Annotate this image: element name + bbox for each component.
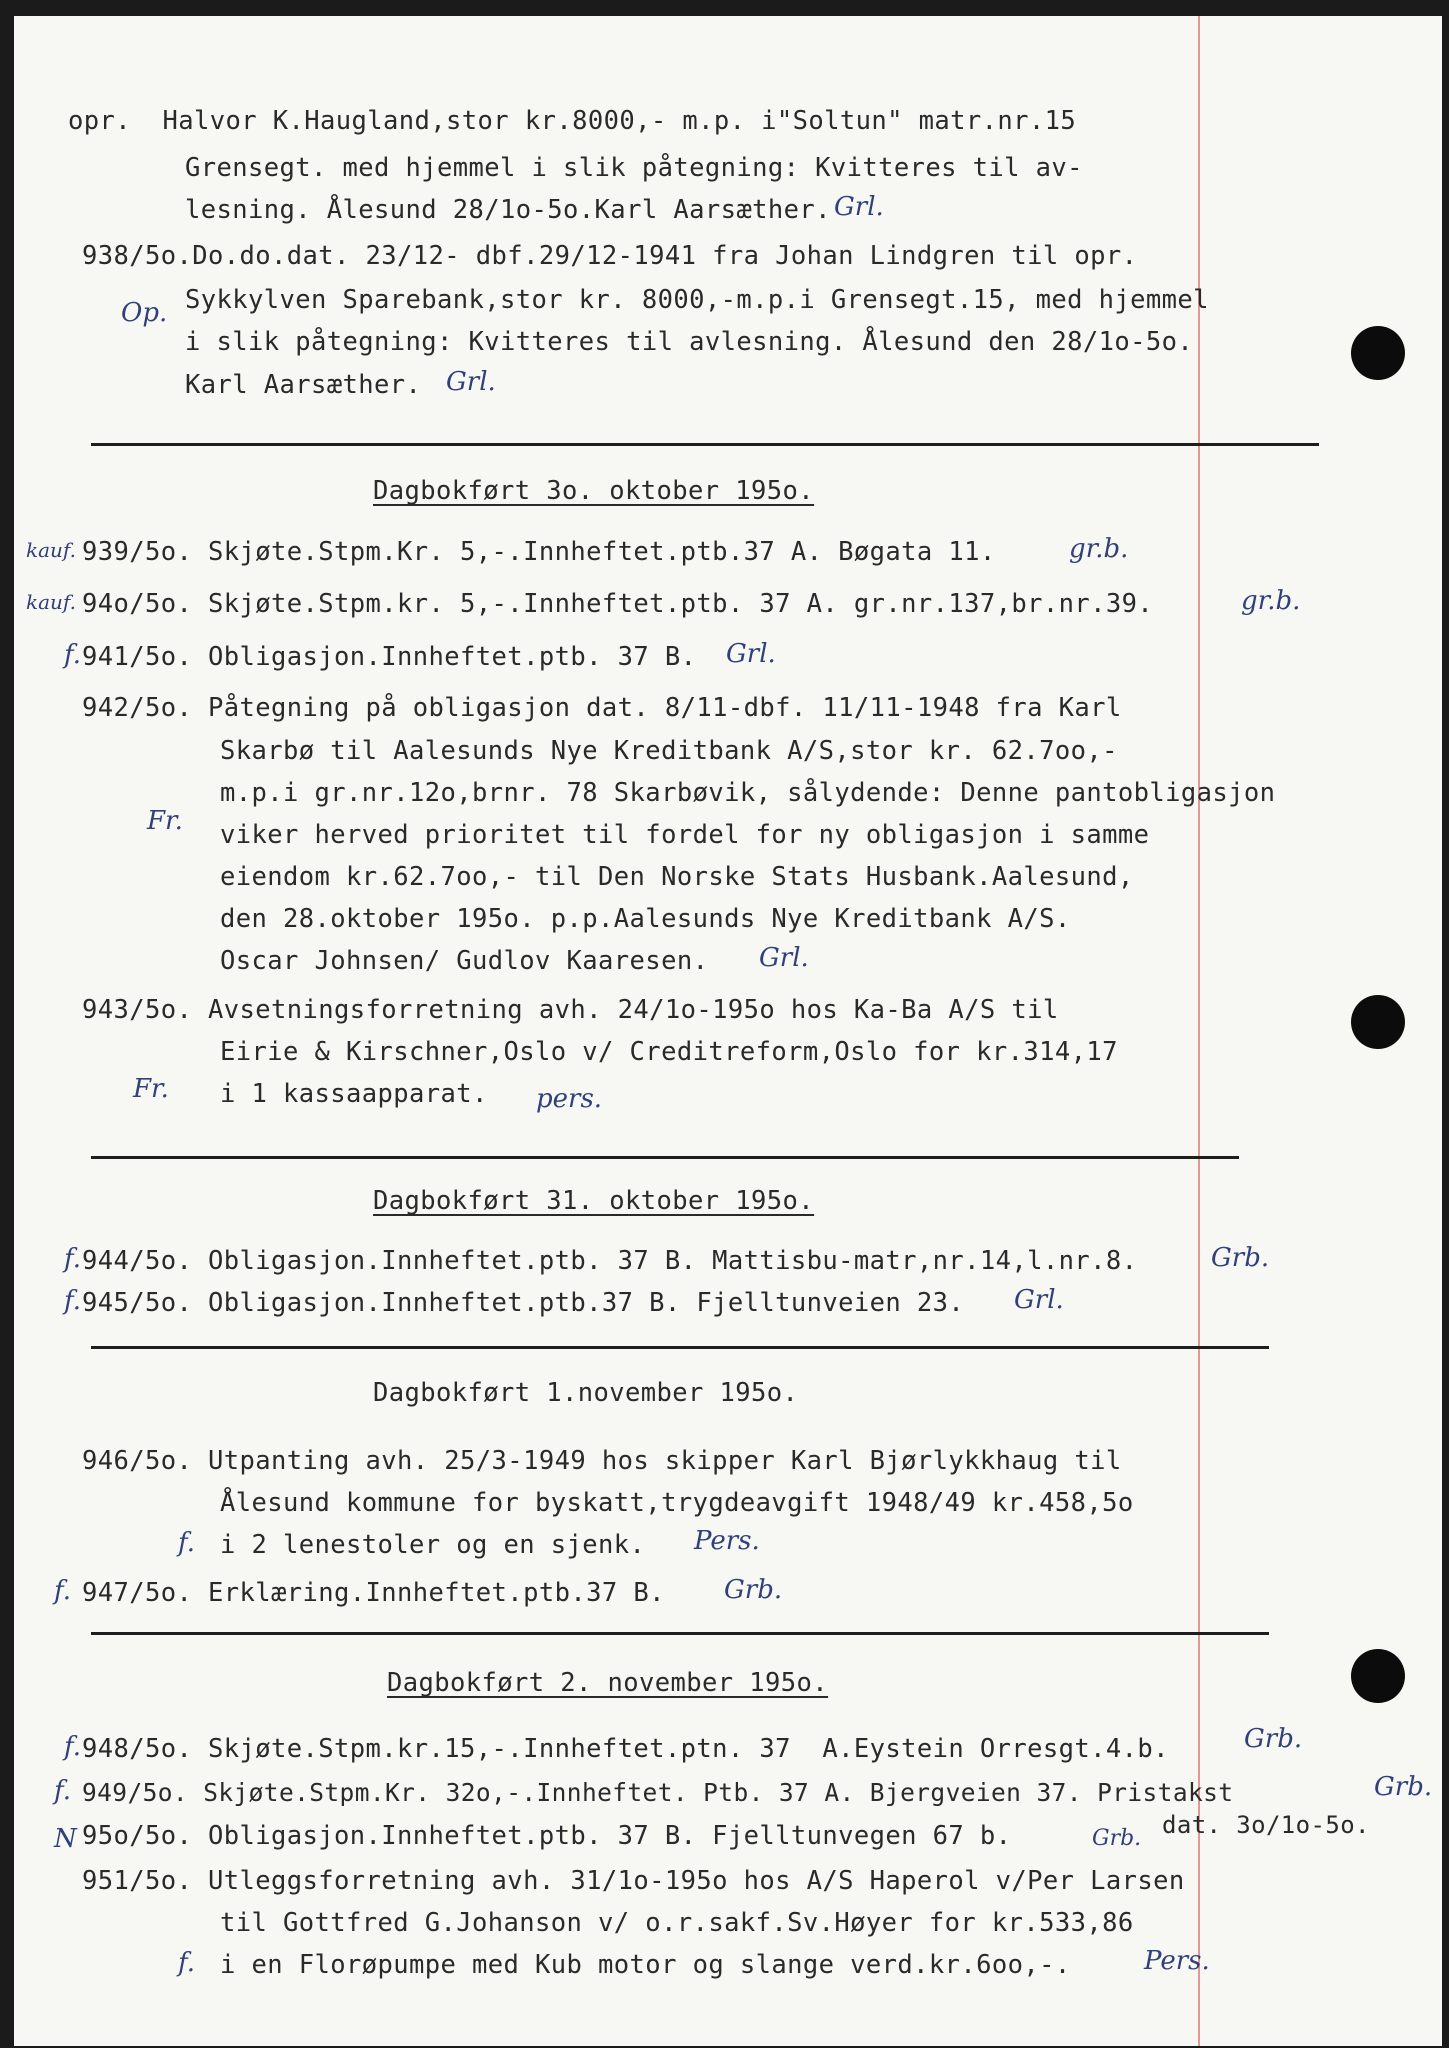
handwritten-initials: pers. [536, 1084, 603, 1114]
handwritten-margin-note: kauf. [26, 538, 76, 562]
entry-line: 944/5o. Obligasjon.Innheftet.ptb. 37 B. Mattisbu-matr,nr.14,l.nr.8. [82, 1246, 1138, 1276]
entry-line: 941/5o. Obligasjon.Innheftet.ptb. 37 B. [82, 642, 697, 672]
entry-line: 945/5o. Obligasjon.Innheftet.ptb.37 B. Fjelltunveien 23. [82, 1288, 965, 1318]
handwritten-margin-note: kauf. [26, 590, 76, 614]
entry-line: dat. 3o/1o-5o. [1162, 1811, 1370, 1839]
handwritten-margin-note: f. [64, 640, 81, 670]
entry-line: m.p.i gr.nr.12o,brnr. 78 Skarbøvik, sålydende: Denne pantobligasjon [220, 778, 1276, 808]
entry-line: 949/5o. Skjøte.Stpm.Kr. 32o,-.Innheftet. Ptb. 37 A. Bjergveien 37. Pristakst [82, 1778, 1234, 1807]
entry-line: 95o/5o. Obligasjon.Innheftet.ptb. 37 B. Fjelltunvegen 67 b. [82, 1821, 1012, 1851]
separator-rule [91, 443, 1319, 446]
entry-line: i slik påtegning: Kvitteres til avlesning. Ålesund den 28/1o-5o. [185, 327, 1194, 357]
ledger-page [14, 16, 1442, 2046]
entry-line: Grensegt. med hjemmel i slik påtegning: Kvitteres til av- [185, 153, 1083, 183]
handwritten-initials: Pers. [694, 1526, 760, 1556]
entry-line: i 2 lenestoler og en sjenk. [220, 1530, 646, 1560]
entry-line: lesning. Ålesund 28/1o-5o.Karl Aarsæther. [185, 195, 831, 225]
entry-line: 94o/5o. Skjøte.Stpm.kr. 5,-.Innheftet.ptb. 37 A. gr.nr.137,br.nr.39. [82, 589, 1154, 619]
entry-line: 939/5o. Skjøte.Stpm.Kr. 5,-.Innheftet.ptb.37 A. Bøgata 11. [82, 537, 996, 567]
punch-hole [1351, 1649, 1405, 1703]
handwritten-margin-note: f. [54, 1576, 71, 1606]
entry-line: Sykkylven Sparebank,stor kr. 8000,-m.p.i Grensegt.15, med hjemmel [185, 285, 1209, 315]
margin-line [1198, 16, 1200, 2046]
handwritten-initials: gr.b. [1069, 534, 1129, 564]
handwritten-margin-note: f. [64, 1286, 81, 1316]
handwritten-margin-note: f. [54, 1776, 71, 1806]
entry-line: Eirie & Kirschner,Oslo v/ Creditreform,Oslo for kr.314,17 [220, 1037, 1118, 1067]
entry-line: til Gottfred G.Johanson v/ o.r.sakf.Sv.Høyer for kr.533,86 [220, 1908, 1134, 1938]
entry-line: i en Florøpumpe med Kub motor og slange verd.kr.6oo,-. [220, 1950, 1071, 1980]
punch-hole [1351, 995, 1405, 1049]
handwritten-margin-note: f. [64, 1732, 81, 1762]
handwritten-initials: Grl. [834, 192, 884, 222]
separator-rule [91, 1346, 1269, 1349]
punch-hole [1351, 326, 1405, 380]
handwritten-margin-note: Fr. [147, 806, 183, 836]
handwritten-margin-note: N [54, 1824, 77, 1854]
entry-line: 951/5o. Utleggsforretning avh. 31/1o-195o hos A/S Haperol v/Per Larsen [82, 1866, 1185, 1896]
entry-line: eiendom kr.62.7oo,- til Den Norske Stats Husbank.Aalesund, [220, 862, 1134, 892]
section-heading: Dagbokført 2. november 195o. [387, 1668, 829, 1698]
handwritten-margin-note: f. [64, 1244, 81, 1274]
section-heading: Dagbokført 31. oktober 195o. [373, 1186, 815, 1216]
entry-line: den 28.oktober 195o. p.p.Aalesunds Nye Kreditbank A/S. [220, 904, 1071, 934]
handwritten-initials: Grl. [1014, 1285, 1064, 1315]
entry-line: Ålesund kommune for byskatt,trygdeavgift 1948/49 kr.458,5o [220, 1488, 1134, 1518]
section-heading: Dagbokført 3o. oktober 195o. [373, 476, 815, 506]
handwritten-initials: Grl. [759, 943, 809, 973]
handwritten-initials: gr.b. [1241, 586, 1301, 616]
entry-line: Karl Aarsæther. [185, 370, 422, 400]
entry-line: 946/5o. Utpanting avh. 25/3-1949 hos skipper Karl Bjørlykkhaug til [82, 1446, 1122, 1476]
handwritten-initials: Pers. [1144, 1946, 1210, 1976]
handwritten-margin-note: f. [178, 1528, 195, 1558]
separator-rule [91, 1156, 1239, 1159]
entry-line: Oscar Johnsen/ Gudlov Kaaresen. [220, 946, 709, 976]
handwritten-initials: Grb. [1092, 1826, 1142, 1851]
entry-line: 947/5o. Erklæring.Innheftet.ptb.37 B. [82, 1578, 665, 1608]
separator-rule [91, 1632, 1269, 1635]
handwritten-margin-note: f. [178, 1948, 195, 1978]
entry-line: i 1 kassaapparat. [220, 1079, 488, 1109]
handwritten-initials: Grb. [724, 1575, 783, 1605]
entry-line: 943/5o. Avsetningsforretning avh. 24/1o-195o hos Ka-Ba A/S til [82, 995, 1059, 1025]
handwritten-initials: Grl. [726, 639, 776, 669]
handwritten-margin-note: Op. [121, 298, 168, 328]
entry-line: 938/5o.Do.do.dat. 23/12- dbf.29/12-1941 fra Johan Lindgren til opr. [82, 241, 1138, 271]
entry-line: viker herved prioritet til fordel for ny obligasjon i samme [220, 820, 1150, 850]
handwritten-initials: Grb. [1244, 1724, 1303, 1754]
handwritten-initials: Grb. [1211, 1243, 1270, 1273]
handwritten-initials: Grb. [1374, 1772, 1433, 1802]
handwritten-initials: Grl. [446, 367, 496, 397]
handwritten-margin-note: Fr. [133, 1074, 169, 1104]
entry-line: opr. Halvor K.Haugland,stor kr.8000,- m.p. i"Soltun" matr.nr.15 [68, 106, 1077, 136]
entry-line: 942/5o. Påtegning på obligasjon dat. 8/11-dbf. 11/11-1948 fra Karl [82, 693, 1122, 723]
entry-line: Skarbø til Aalesunds Nye Kreditbank A/S,stor kr. 62.7oo,- [220, 736, 1118, 766]
entry-line: 948/5o. Skjøte.Stpm.kr.15,-.Innheftet.ptn. 37 A.Eystein Orresgt.4.b. [82, 1734, 1169, 1764]
section-heading: Dagbokført 1.november 195o. [373, 1378, 799, 1408]
